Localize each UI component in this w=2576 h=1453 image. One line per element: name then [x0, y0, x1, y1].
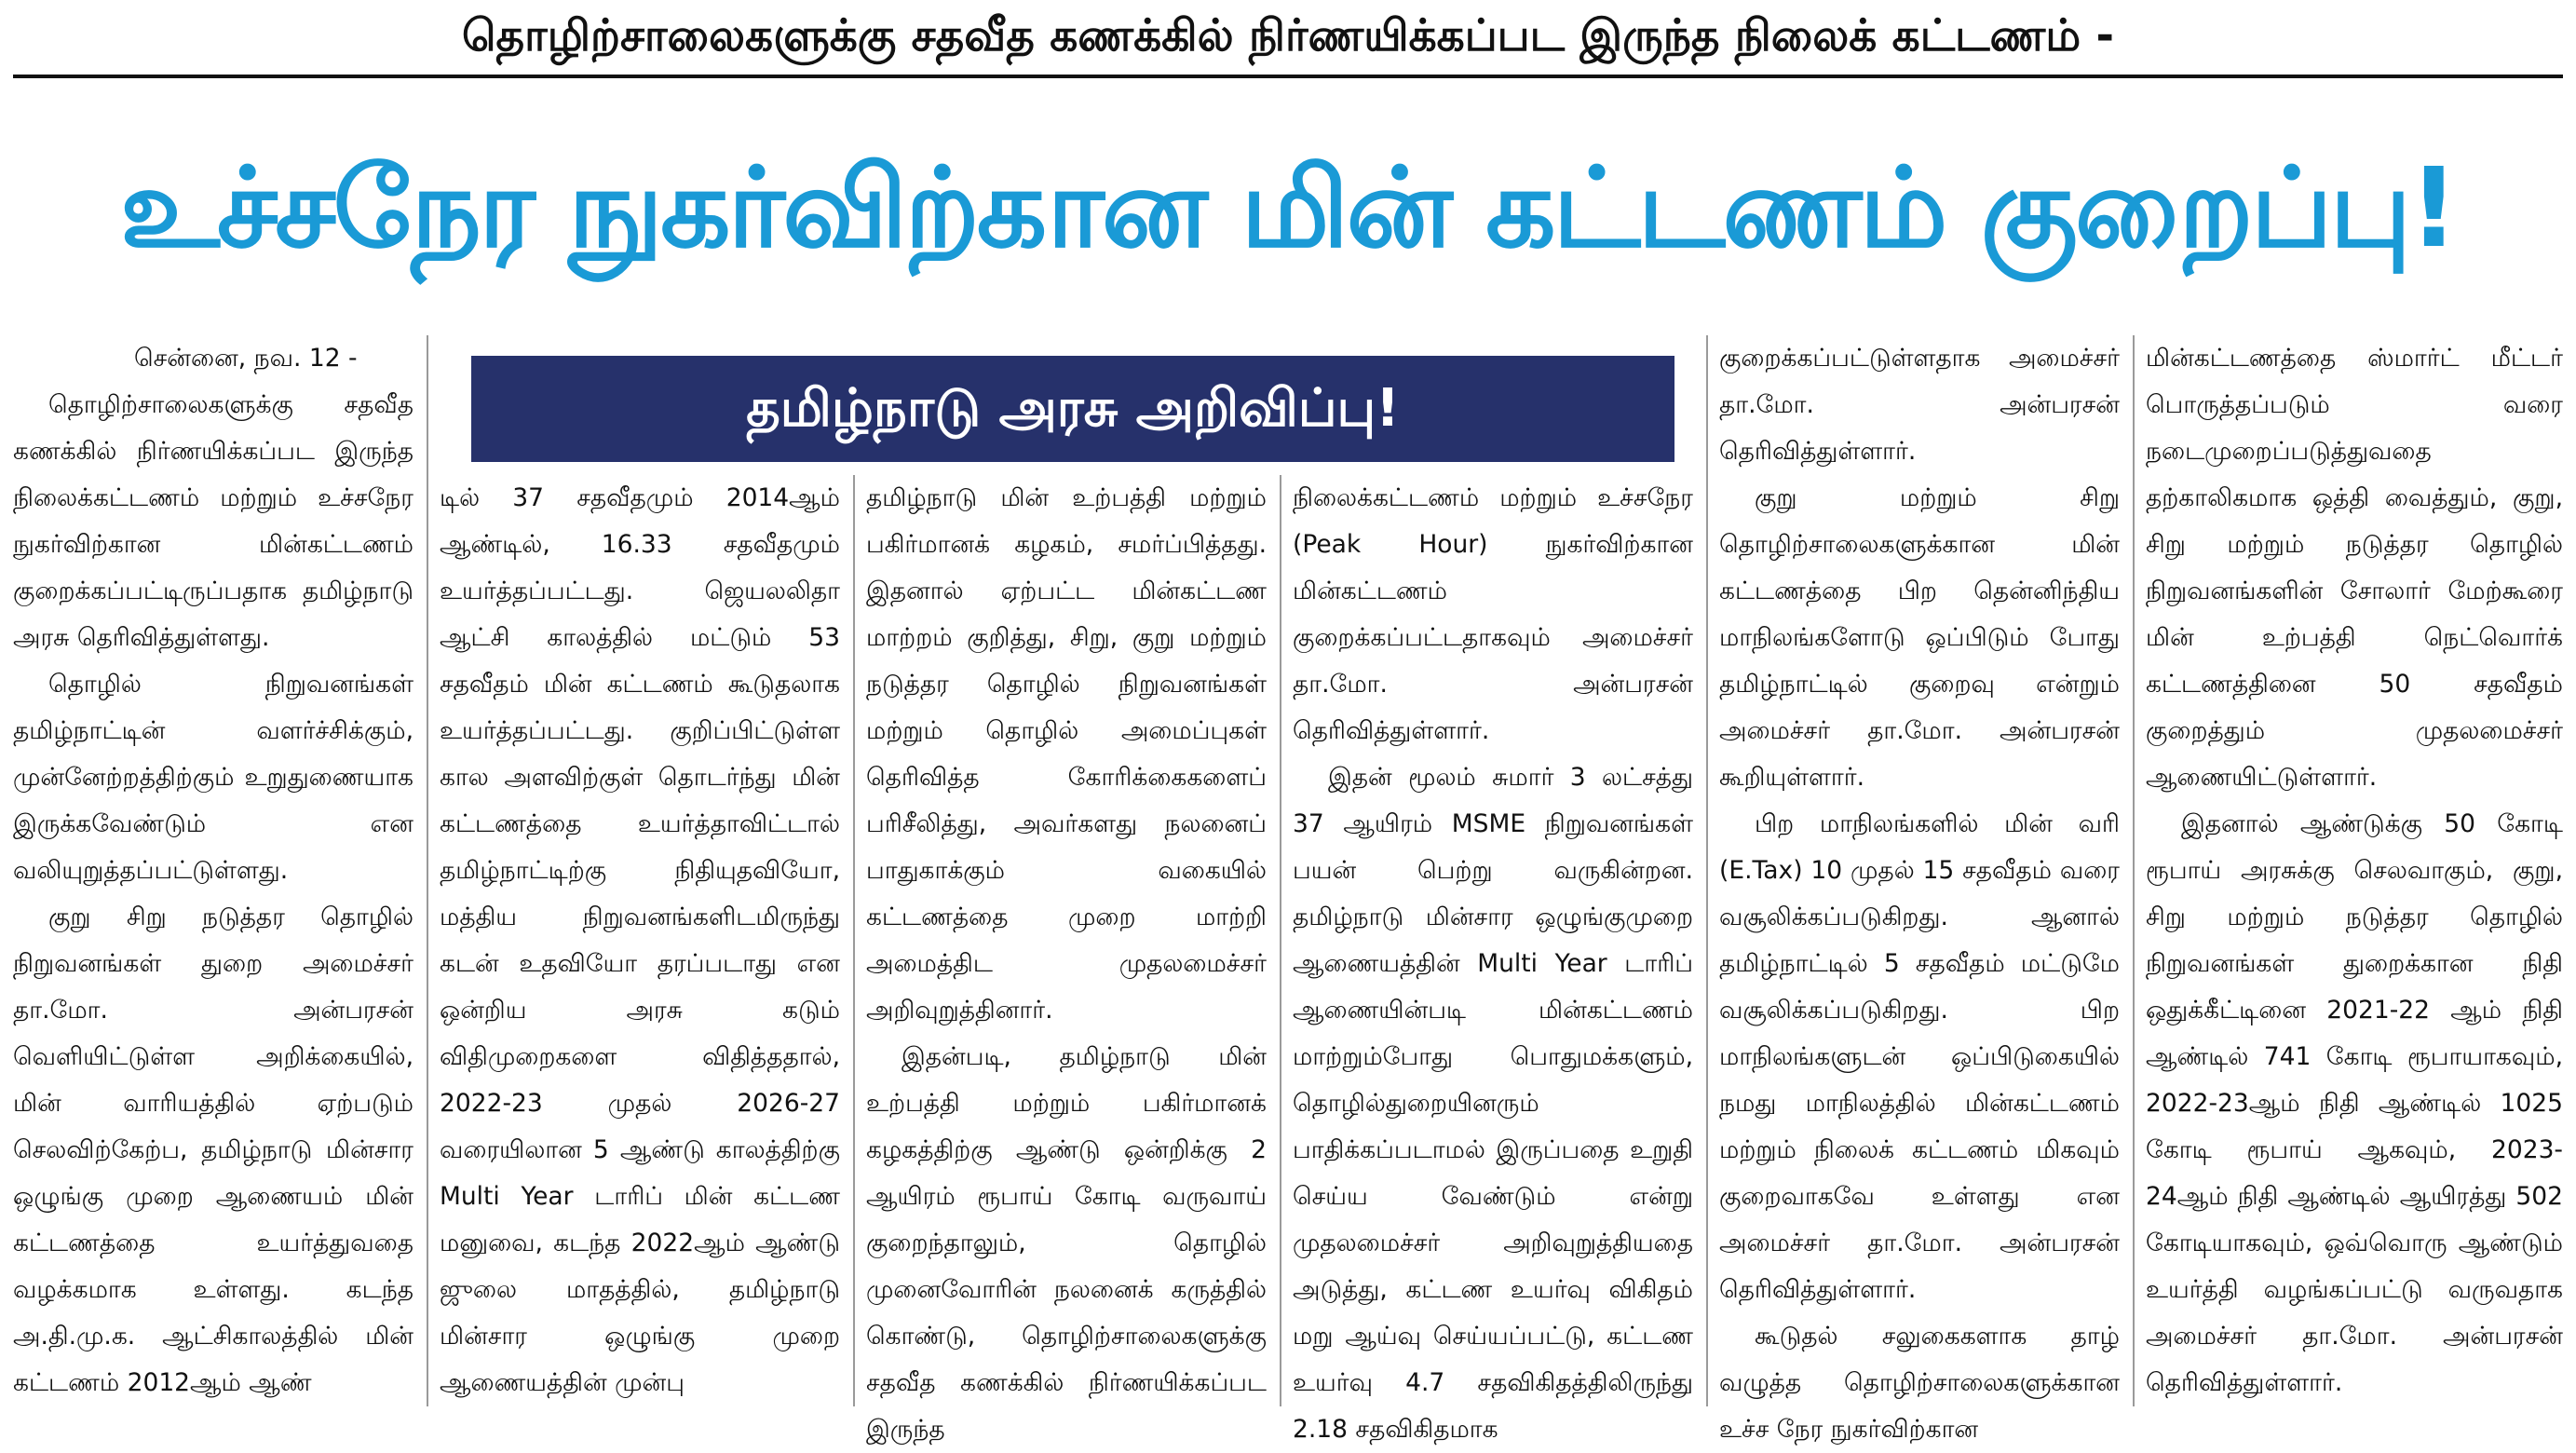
paragraph: பிற மாநிலங்களில் மின் வரி (E.Tax) 10 முதல் 15 சதவீதம் வரை வசூலிக்கப்படுகிறது. ஆனால் தமிழ்நாட்டில் 5 சதவீதம் மட்டுமே வசூலிக்கப்படுகிறது. பிற மாநிலங்களுடன் ஒப்பிடுகையில் நமது மாநிலத்தில் மின்கட்டணம் மற்றும் நிலைக் கட்டணம் மிகவும் குறைவாகவே உள்ளது என அமைச்சர் தா.மோ. அன்பரசன் தெரிவித்துள்ளார்.: [1719, 809, 2120, 1304]
main-headline: உச்சநேர நுகர்விற்கான மின் கட்டணம் குறைப்பு!: [119, 143, 2457, 272]
article-column-3: [866, 475, 1267, 1444]
column-divider: [2133, 335, 2135, 1406]
kicker-headline: தொழிற்சாலைகளுக்கு சதவீத கணக்கில் நிர்ணயிக்கப்பட இருந்த நிலைக் கட்டணம் -: [461, 10, 2115, 61]
paragraph: தொழில் நிறுவனங்கள் தமிழ்நாட்டின் வளர்ச்சிக்கும், முன்னேற்றத்திற்கும் உறுதுணையாக இருக்கவேண்டும் என வலியுறுத்தப்பட்டுள்ளது.: [13, 670, 414, 885]
paragraph: இதனால் ஆண்டுக்கு 50 கோடி ரூபாய் அரசுக்கு செலவாகும், குறு, சிறு மற்றும் நடுத்தர தொழில் நிறுவனங்கள் துறைக்கான நிதி ஒதுக்கீட்டினை 2021-22 ஆம் நிதி ஆண்டில் 741 கோடி ரூபாயாகவும், 2022-23ஆம் நிதி ஆண்டில் 1025 கோடி ரூபாய் ஆகவும், 2023-24ஆம் நிதி ஆண்டில் ஆயிரத்து 502 கோடியாகவும், ஒவ்வொரு ஆண்டும் உயர்த்தி வழங்கப்பட்டு வருவதாக அமைச்சர் தா.மோ. அன்பரசன் தெரிவித்துள்ளார்.: [2146, 809, 2563, 1397]
column-divider: [1706, 335, 1708, 1406]
paragraph: நிலைக்கட்டணம் மற்றும் உச்சநேர (Peak Hour) நுகர்விற்கான மின்கட்டணம் குறைக்கப்பட்டதாகவும் அமைச்சர் தா.மோ. அன்பரசன் தெரிவித்துள்ளார்.: [1293, 483, 1693, 745]
paragraph: கூடுதல் சலுகைகளாக தாழ் வழுத்த தொழிற்சாலைகளுக்கான உச்ச நேர நுகர்விற்கான: [1719, 1322, 2120, 1444]
paragraph: குறு மற்றும் சிறு தொழிற்சாலைகளுக்கான மின் கட்டணத்தை பிற தென்னிந்திய மாநிலங்களோடு ஒப்பிடும் போது தமிழ்நாட்டில் குறைவு என்றும் அமைச்சர் தா.மோ. அன்பரசன் கூறியுள்ளார்.: [1719, 483, 2120, 792]
article-column-4: [1293, 475, 1693, 1444]
paragraph: மின்கட்டணத்தை ஸ்மார்ட் மீட்டர் பொருத்தப்படும் வரை நடைமுறைப்படுத்துவதை தற்காலிகமாக ஒத்தி வைத்தும், குறு, சிறு மற்றும் நடுத்தர தொழில் நிறுவனங்களின் சோலார் மேற்கூரை மின் உற்பத்தி நெட்வொர்க் கட்டணத்தினை 50 சதவீதம் குறைத்தும் முதலமைச்சர் ஆணையிட்டுள்ளார்.: [2146, 344, 2563, 792]
column-divider: [1280, 475, 1281, 1406]
column-divider: [853, 475, 855, 1406]
paragraph: டில் 37 சதவீதமும் 2014ஆம் ஆண்டில், 16.33 சதவீதமும் உயர்த்தப்பட்டது. ஜெயலலிதா ஆட்சி காலத்தில் மட்டும் 53 சதவீதம் மின் கட்டணம் கூடுதலாக உயர்த்தப்பட்டது. குறிப்பிட்டுள்ள கால அளவிற்குள் தொடர்ந்து மின் கட்டணத்தை உயர்த்தாவிட்டால் தமிழ்நாட்டிற்கு நிதியுதவியோ, மத்திய நிறுவனங்களிடமிருந்து கடன் உதவியோ தரப்படாது என ஒன்றிய அரசு கடும் விதிமுறைகளை விதித்ததால், 2022-23 முதல் 2026-27 வரையிலான 5 ஆண்டு காலத்திற்கு Multi Year டாரிப் மின் கட்டண மனுவை, கடந்த 2022ஆம் ஆண்டு ஜுலை மாதத்தில், தமிழ்நாடு மின்சார ஒழுங்கு முறை ஆணையத்தின் முன்பு: [440, 483, 840, 1397]
dateline: சென்னை, நவ. 12 -: [134, 344, 358, 373]
paragraph: தமிழ்நாடு மின் உற்பத்தி மற்றும் பகிர்மானக் கழகம், சமர்ப்பித்தது. இதனால் ஏற்பட்ட மின்கட்டண மாற்றம் குறித்து, சிறு, குறு மற்றும் நடுத்தர தொழில் நிறுவனங்கள் மற்றும் தொழில் அமைப்புகள் தெரிவித்த கோரிக்கைகளைப் பரிசீலித்து, அவர்களது நலனைப் பாதுகாக்கும் வகையில் கட்டணத்தை முறை மாற்றி அமைத்திட முதலமைச்சர் அறிவுறுத்தினார்.: [866, 483, 1267, 1025]
article-column-5: [1719, 335, 2120, 1444]
paragraph: இதன்படி, தமிழ்நாடு மின் உற்பத்தி மற்றும் பகிர்மானக் கழகத்திற்கு ஆண்டு ஒன்றிக்கு 2 ஆயிரம் ரூபாய் கோடி வருவாய் குறைந்தாலும், தொழில் முனைவோரின் நலனைக் கருத்தில் கொண்டு, தொழிற்சாலைகளுக்கு சதவீத கணக்கில் நிர்ணயிக்கப்பட இருந்த: [866, 1042, 1267, 1444]
article-column-6: [2146, 335, 2563, 1406]
paragraph: தொழிற்சாலைகளுக்கு சதவீத கணக்கில் நிர்ணயிக்கப்பட இருந்த நிலைக்கட்டணம் மற்றும் உச்சநேர நுகர்விற்கான மின்கட்டணம் குறைக்கப்பட்டிருப்பதாக தமிழ்நாடு அரசு தெரிவித்துள்ளது.: [13, 390, 414, 652]
paragraph: குறைக்கப்பட்டுள்ளதாக அமைச்சர் தா.மோ. அன்பரசன் தெரிவித்துள்ளார்.: [1719, 344, 2120, 466]
kicker-rule: [13, 75, 2563, 78]
article-column-1: [13, 335, 414, 1406]
column-divider: [427, 335, 428, 1406]
paragraph: இதன் மூலம் சுமார் 3 லட்சத்து 37 ஆயிரம் MSME நிறுவனங்கள் பயன் பெற்று வருகின்றன. தமிழ்நாடு மின்சார ஒழுங்குமுறை ஆணையத்தின் Multi Year டாரிப் ஆணையின்படி மின்கட்டணம் மாற்றும்போது பொதுமக்களும், தொழில்துறையினரும் பாதிக்கப்படாமல் இருப்பதை உறுதி செய்ய வேண்டும் என்று முதலமைச்சர் அறிவுறுத்தியதை அடுத்து, கட்டண உயர்வு விகிதம் மறு ஆய்வு செய்யப்பட்டு, கட்டண உயர்வு 4.7 சதவிகிதத்திலிருந்து 2.18 சதவிகிதமாக: [1293, 763, 1693, 1444]
article-column-2: [440, 475, 840, 1406]
paragraph: குறு சிறு நடுத்தர தொழில் நிறுவனங்கள் துறை அமைச்சர் தா.மோ. அன்பரசன் வெளியிட்டுள்ள அறிக்கையில், மின் வாரியத்தில் ஏற்படும் செலவிற்கேற்ப, தமிழ்நாடு மின்சார ஒழுங்கு முறை ஆணையம் மின் கட்டணத்தை உயர்த்துவதை வழக்கமாக உள்ளது. கடந்த அ.தி.மு.க. ஆட்சிகாலத்தில் மின் கட்டணம் 2012ஆம் ஆண்: [13, 903, 414, 1397]
subhead-band: தமிழ்நாடு அரசு அறிவிப்பு!: [471, 356, 1674, 462]
